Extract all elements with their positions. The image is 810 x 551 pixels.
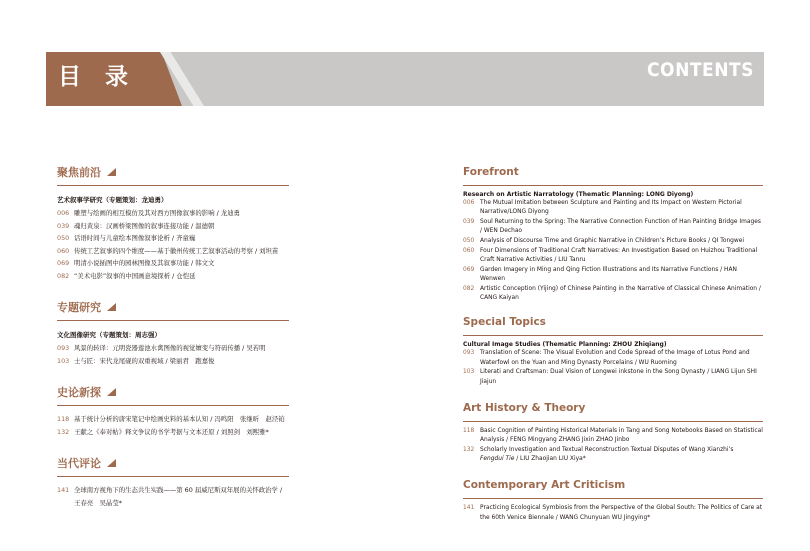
page-number: 069 [57,259,70,267]
toc-entry[interactable] [463,247,763,266]
section-cn-2 [57,298,289,367]
page-number: 060 [57,246,70,255]
entry-title: Analysis of Discourse Time and Graphic Narrative in Children’s Picture Books / QI Tongwei [480,237,745,244]
toc-entry[interactable] [57,270,289,283]
entry-title: 基于统计分析的唐宋笔记中绘画史料的基本认知 / 冯鸣阳 张继昕 赵泾铂 [74,415,285,423]
divider [463,421,763,422]
page-number: 118 [463,427,475,434]
entry-title: Practicing Ecological Symbiosis from the Perspective of the Global South: The Politics of Care at the 60th Venice Biennale / WANG Chunyuan WU Jingying* [480,505,763,521]
page-number: 006 [57,209,70,217]
entry-title: Basic Cognition of Painting Historical Materials in Tang and Song Notebooks Based on Statistical Analysis / FENG Mingyang ZHANG Jixin ZHAO Jinbo [480,427,763,444]
entry-title: 全球南方视角下的生态共生实践——第 60 届威尼斯双年展的关怀政治学 / 王春亮 吴晶莹* [74,486,283,507]
section-en-1 [463,163,763,303]
subsection-title: 文化图像研究（专题策划：周志强） [57,331,161,339]
divider [57,476,289,477]
entry-title: Garden Imagery in Ming and Qing Fiction Illustrations and Its Narrative Functions / HAN Wenwen [480,266,737,282]
entry-title: Literati and Craftsman: Dual Vision of Longwei inkstone in the Song Dynasty / LIANG Lijun SHI Jiajun [480,369,757,385]
section-cn-4 [57,454,289,509]
toc-entry[interactable] [57,355,289,368]
page-number: 093 [463,350,475,357]
page-number: 039 [463,218,475,225]
page-title-cn: 目 录 [58,63,137,90]
page-number: 141 [57,486,70,494]
entry-title-italic: Fengdui Tie [480,456,515,463]
toc-entry[interactable] [57,232,289,245]
section-title: 史论新探 [57,386,101,399]
toc-entry[interactable] [463,237,763,246]
arrow-icon [107,388,116,396]
toc-entry[interactable] [463,199,763,218]
toc-entry[interactable] [57,426,289,439]
page-number: 039 [57,221,70,230]
page-number: 103 [57,356,70,365]
page-number: 118 [57,415,70,423]
entry-title: 话语时间与儿童绘本图像叙事论析 / 齐童巍 [74,234,196,242]
page-title-en: CONTENTS [647,59,754,81]
page-number: 093 [57,344,70,352]
entry-title: 传统工艺叙事的四个维度——基于徽州传统工艺叙事活动的考察 / 刘坦苗 [74,246,279,255]
page-number: 082 [463,285,475,292]
toc-entry[interactable] [463,427,763,446]
toc-entry[interactable] [463,368,763,387]
section-title: 聚焦前沿 [57,166,101,179]
arrow-icon [107,168,116,176]
section-cn-3 [57,383,289,438]
page-number: 006 [463,200,475,206]
section-cn-1 [57,163,289,282]
entry-author: / LIU Zhaojian LIU Xiya* [514,456,586,463]
arrow-icon [107,303,116,311]
toc-entry[interactable] [463,266,763,285]
toc-entry[interactable] [57,413,289,426]
page-number: 069 [463,266,475,273]
entry-title: Translation of Scene: The Visual Evolution and Code Spread of the Image of Lotus Pond and Waterfowl on the Yuan and Ming Dynasty Porcelains / WU Ruoming [480,350,750,366]
entry-title: 王献之《奉对帖》释文争议的书学考据与文本还原 / 刘照剑 刘熙雅* [74,427,269,436]
arrow-icon [107,459,116,467]
section-title: Special Topics [463,316,546,329]
toc-entry[interactable] [57,245,289,258]
entry-title: “美术电影”叙事的中国画意境探析 / 仓恺延 [74,271,196,280]
section-title: Forefront [463,166,519,178]
page-number: 132 [463,446,475,453]
toc-entry[interactable] [57,342,289,355]
contents-cn [57,163,289,509]
entry-title: 明清小说插图中的园林图像及其叙事功能 / 韩文文 [74,259,215,267]
subsection-title: 艺术叙事学研究（专题策划：龙迪勇） [57,196,168,204]
subsection-title: Research on Artistic Narratology (Thematic Planning: LONG Diyong) [463,191,694,198]
section-en-4 [463,476,763,523]
toc-entry[interactable] [463,446,763,465]
page-number: 141 [463,505,475,512]
entry-title: 魂归黄泉：汉画桥梁图像的叙事连接功能 / 温德朝 [74,221,215,230]
entry-title: 雕塑与绘画的相互模仿及其对西方图像叙事的影响 / 龙迪勇 [74,209,240,217]
page-number: 050 [463,237,475,244]
entry-title [480,446,763,465]
section-en-3 [463,399,763,465]
section-title: Art History & Theory [463,401,586,414]
page-number: 050 [57,234,70,242]
contents-en [463,163,763,523]
divider [57,405,289,406]
entry-title: Four Dimensions of Traditional Craft Narratives: An Investigation Based on Huizhou Traditional Craft Narrative Activities / LIU Tanru [480,247,758,263]
entry-title: The Mutual Imitation between Sculpture and Painting and Its Impact on Western Pictorial Narrative/LONG Diyong [480,200,742,216]
page-number: 103 [463,369,475,376]
toc-entry[interactable] [57,257,289,270]
entry-title: Soul Returning to the Spring: The Narrative Connection Function of Han Painting Bridge Images / WEN Dechao [480,218,761,235]
subsection-title: Cultural Image Studies (Thematic Planning: ZHOU Zhiqiang) [463,341,667,349]
entry-title: 风景的转译：元明瓷器莲池水禽图像的视觉嬗变与符码传播 / 吴若明 [74,344,266,352]
page-number: 082 [57,271,70,280]
toc-entry[interactable] [463,285,763,304]
toc-entry[interactable] [57,220,289,233]
toc-entry[interactable] [463,218,763,237]
divider [57,320,289,321]
divider [463,498,763,499]
entry-title: 士与匠：宋代龙尾砚的双重视域 / 梁丽君 跑嘉俊 [74,356,215,365]
toc-entry[interactable] [57,207,289,220]
toc-entry[interactable] [57,484,289,509]
divider [57,185,289,186]
section-title: Contemporary Art Criticism [463,479,626,492]
divider [463,185,763,186]
section-title: 专题研究 [57,301,101,314]
divider [463,335,763,336]
toc-entry[interactable] [463,504,763,523]
page-number: 132 [57,427,70,436]
page-number: 060 [463,247,475,254]
toc-entry[interactable] [463,349,763,368]
entry-title: Artistic Conception (Yijing) of Chinese Painting in the Narrative of Classical Chinese Animation / CANG Kaiyan [480,285,761,301]
entry-title-main: Scholarly Investigation and Textual Reconstruction Textual Disputes of Wang Xianzhi’s [480,446,734,453]
section-en-2 [463,313,763,387]
section-title: 当代评论 [57,457,101,470]
